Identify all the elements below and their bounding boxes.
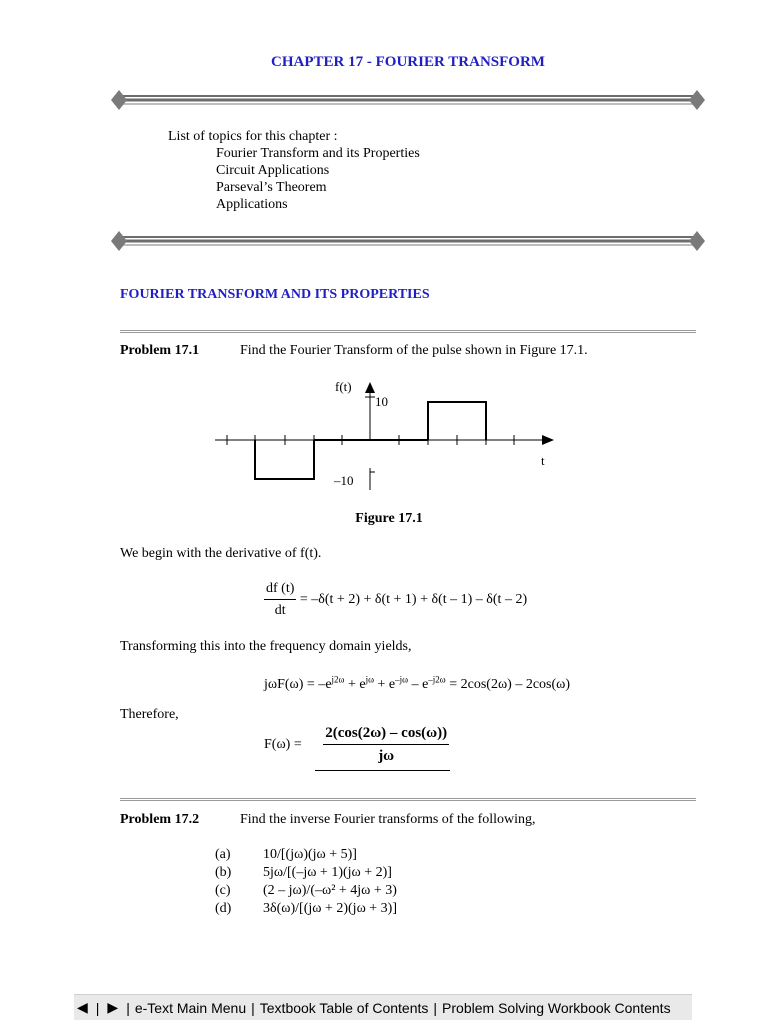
nav-separator: |	[126, 999, 130, 1016]
derivative-equation	[264, 581, 527, 619]
item-expression: 10/[(jω)(jω + 5)]	[263, 847, 357, 862]
list-item	[215, 883, 397, 899]
next-page-icon[interactable]: ▶	[107, 999, 119, 1015]
chapter-title: CHAPTER 17 - FOURIER TRANSFORM	[271, 54, 545, 70]
problem-statement: Find the inverse Fourier transforms of the following,	[240, 812, 536, 827]
table-of-contents-link[interactable]: Textbook Table of Contents	[259, 999, 429, 1016]
equation-lhs: F(ω) =	[264, 737, 302, 752]
previous-page-icon[interactable]: ◀	[77, 999, 88, 1015]
topics-list	[168, 128, 420, 213]
topics-intro: List of topics for this chapter :	[168, 129, 338, 144]
item-expression: (2 – jω)/(–ω² + 4jω + 3)	[263, 883, 397, 898]
problem-label: Problem 17.2	[120, 812, 200, 827]
bottom-level-label: –10	[334, 473, 354, 488]
item-label: (d)	[215, 901, 232, 916]
main-menu-link[interactable]: e-Text Main Menu	[134, 999, 247, 1016]
list-item	[215, 847, 357, 863]
result-underline	[315, 770, 450, 771]
item-label: (a)	[215, 847, 231, 862]
topic-item: Fourier Transform and its Properties	[216, 146, 420, 161]
solution-text: We begin with the derivative of f(t).	[120, 546, 322, 561]
solution-text: Transforming this into the frequency domain yields,	[120, 639, 412, 654]
figure-caption: Figure 17.1	[355, 511, 423, 526]
frequency-domain-equation	[264, 674, 570, 693]
fraction-denominator: jω	[378, 748, 395, 764]
problem-divider	[120, 798, 696, 801]
section-divider	[120, 330, 696, 333]
list-item	[215, 901, 397, 917]
nav-separator: |	[95, 999, 100, 1016]
navigation-bar	[74, 994, 692, 1020]
problem-label: Problem 17.1	[120, 343, 200, 358]
x-axis-label: t	[541, 453, 545, 468]
topic-item: Circuit Applications	[216, 163, 330, 178]
item-label: (b)	[215, 865, 232, 880]
nav-separator: |	[433, 999, 438, 1016]
list-item	[215, 865, 392, 881]
result-fraction	[323, 725, 449, 765]
fraction-numerator: 2(cos(2ω) – cos(ω))	[323, 725, 449, 745]
item-expression: 5jω/[(–jω + 1)(jω + 2)]	[263, 865, 392, 880]
decorative-rule-bottom	[110, 229, 706, 253]
result-equation	[264, 725, 449, 765]
f-axis-arrow-icon	[365, 382, 375, 393]
item-label: (c)	[215, 883, 231, 898]
item-expression: 3δ(ω)/[(jω + 2)(jω + 3)]	[263, 901, 397, 916]
section-title: FOURIER TRANSFORM AND ITS PROPERTIES	[120, 287, 430, 302]
fraction-numerator: df (t)	[264, 581, 296, 600]
y-axis-label: f(t)	[335, 379, 352, 394]
derivative-fraction	[264, 581, 296, 619]
equation-text: $j\omega F(\omega) = -e^{j2\omega} + e^{j\omega} + e^{-j\omega} - e^{-j2\omega} = 2\cos(2\omega) - 2\cos(\omega)$	[264, 674, 571, 692]
pulse-figure	[205, 375, 565, 500]
solution-text: Therefore,	[120, 707, 179, 722]
positive-pulse	[428, 402, 486, 440]
problem-statement: Find the Fourier Transform of the pulse shown in Figure 17.1.	[240, 343, 588, 358]
decorative-rule-top	[110, 88, 706, 112]
equation-rhs: = –δ(t + 2) + δ(t + 1) + δ(t – 1) – δ(t – 2)	[299, 592, 528, 608]
t-axis-arrow-icon	[542, 435, 554, 445]
workbook-contents-link[interactable]: Problem Solving Workbook Contents	[442, 999, 671, 1016]
fraction-denominator: dt	[274, 603, 286, 618]
top-level-label: 10	[375, 394, 388, 409]
topic-item: Parseval’s Theorem	[216, 180, 327, 195]
topic-item: Applications	[216, 197, 288, 212]
nav-separator: |	[251, 999, 255, 1016]
negative-pulse	[255, 440, 314, 479]
